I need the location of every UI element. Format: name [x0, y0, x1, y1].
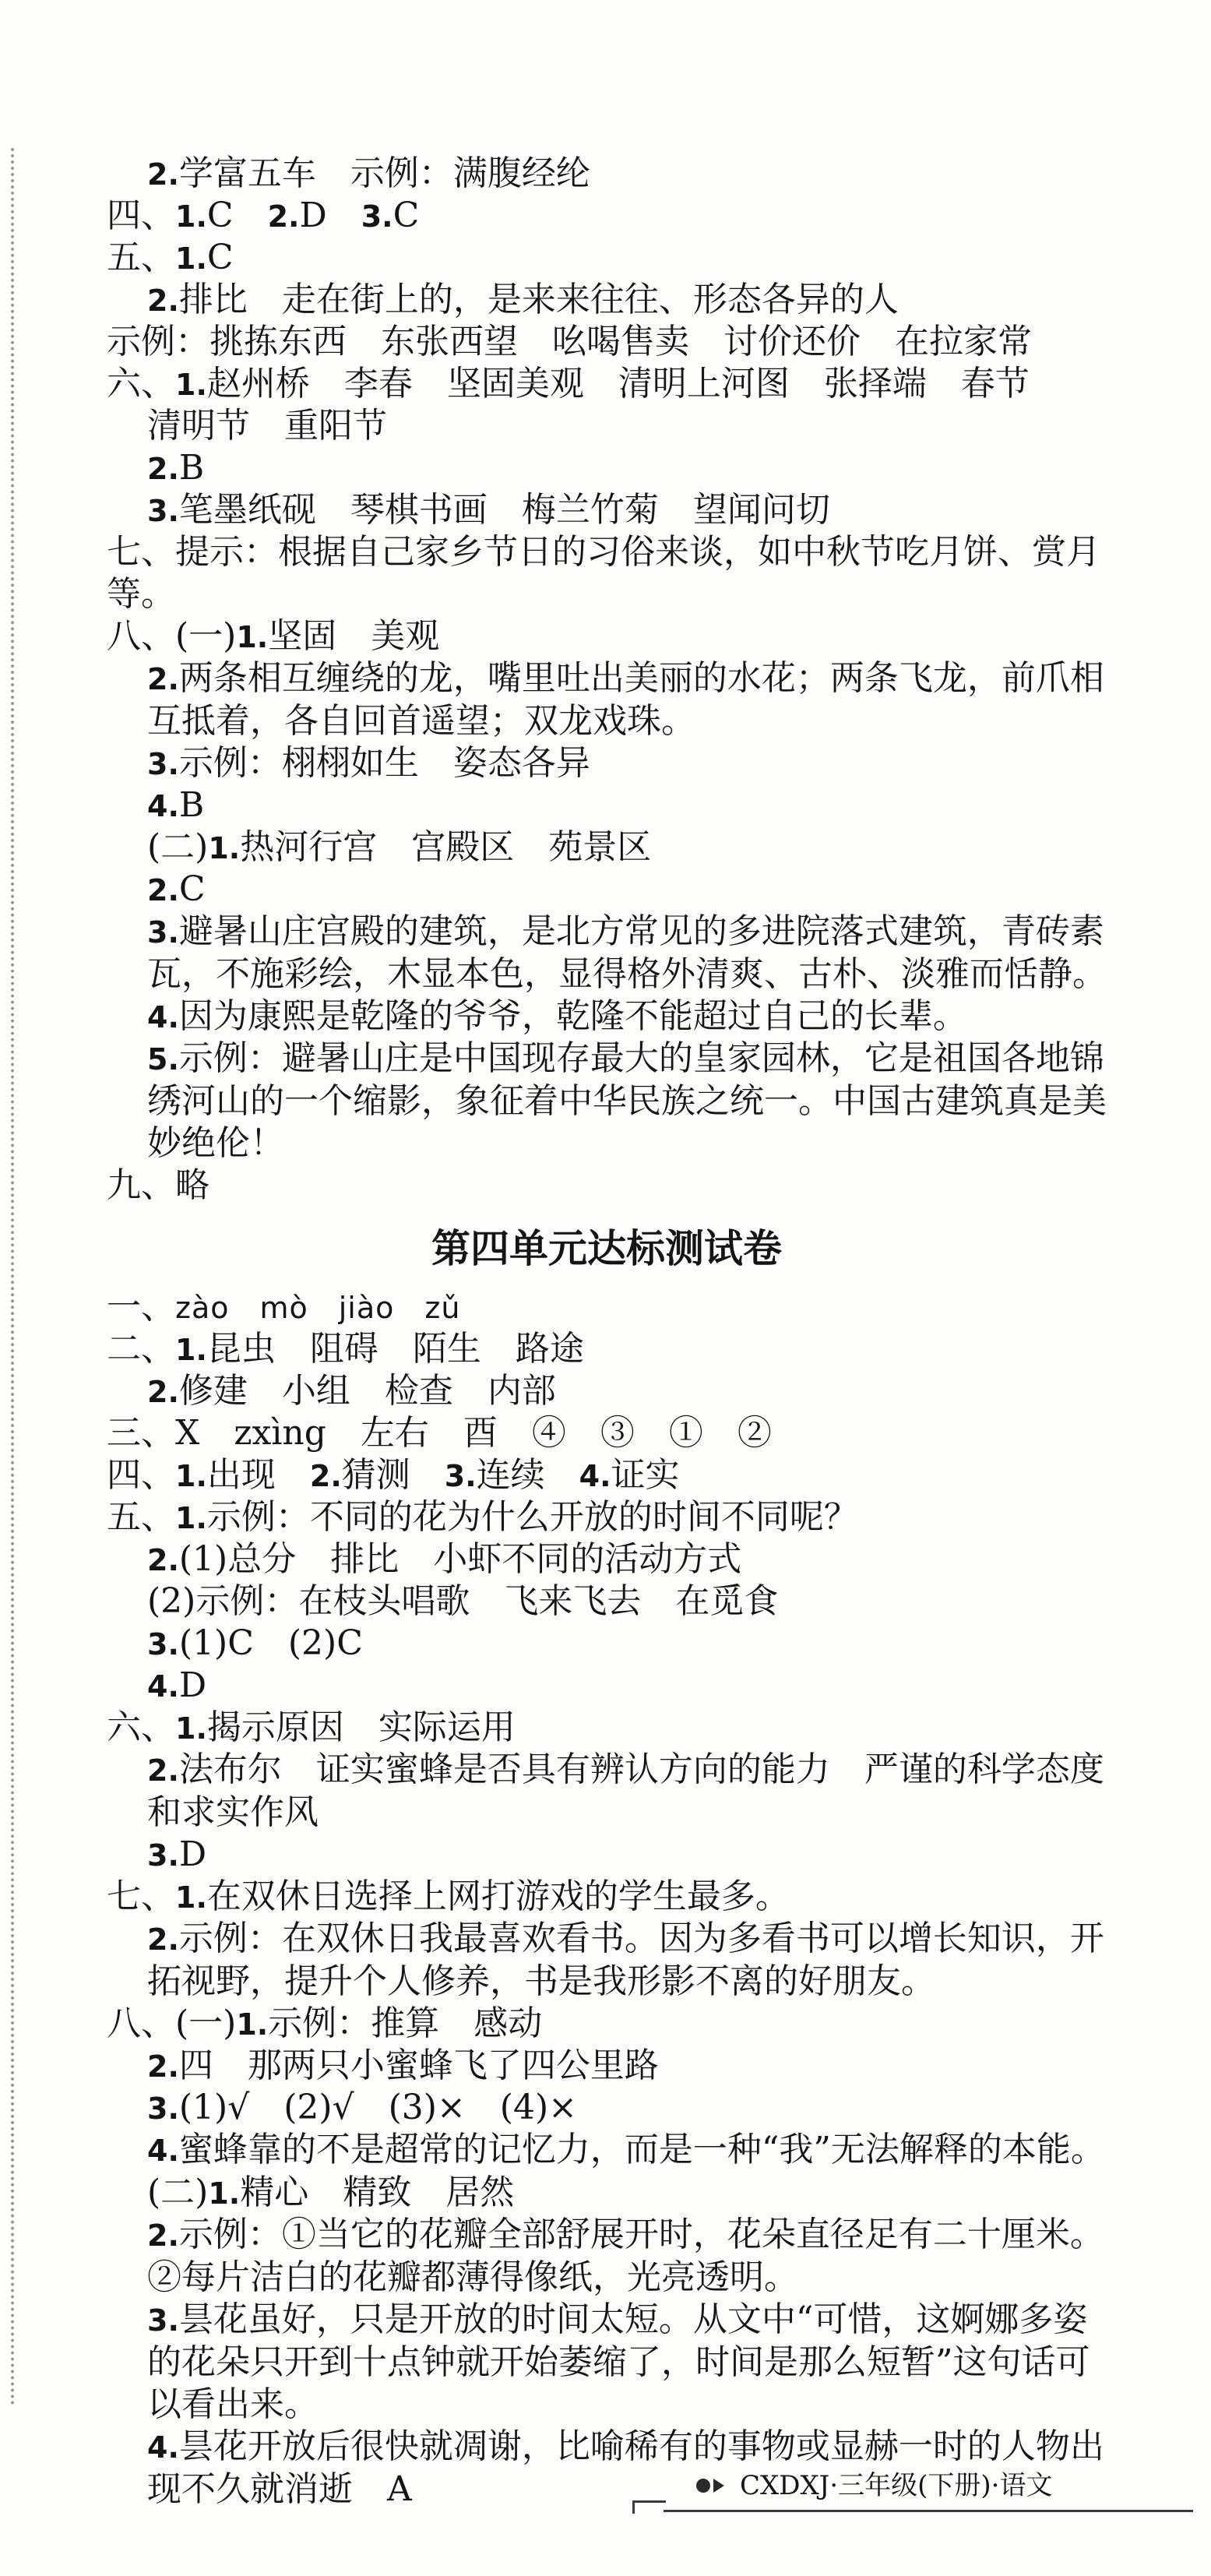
answer-line: (二)1.热河行宫 宫殿区 苑景区	[147, 827, 652, 867]
answer-line: 七、提示：根据自己家乡节日的习俗来谈，如中秋节吃月饼、赏月等。	[107, 532, 1100, 614]
page-footer	[632, 2469, 1193, 2524]
answer-line: 2.(1)总分 排比 小虾不同的活动方式	[147, 1539, 742, 1579]
answer-line: 3.(1)√ (2)√ (3)× (4)×	[147, 2088, 578, 2127]
answer-line: 五、1.示例：不同的花为什么开放的时间不同呢？	[107, 1497, 858, 1537]
answer-line: 3.昙花虽好，只是开放的时间太短。从文中“可惜，这婀娜多姿的花朵只开到十点钟就开始萎缩了，时间是那么短暂”这句话可以看出来。	[147, 2299, 1090, 2424]
answer-line: (二)1.精心 精致 居然	[147, 2173, 515, 2212]
answer-line: 2.C	[147, 869, 206, 909]
section-title: 第四单元达标测试卷	[431, 1226, 782, 1271]
answer-line: 4.蜜蜂靠的不是超常的记忆力，而是一种“我”无法解释的本能。	[147, 2130, 1105, 2169]
bullet-dot-icon	[696, 2479, 710, 2493]
answer-line: 2.示例：①当它的花瓣全部舒展开时，花朵直径足有二十厘米。 ②每片洁白的花瓣都薄得像纸，光亮透明。	[147, 2215, 1121, 2297]
answer-line: 4.B	[147, 785, 205, 825]
answer-line: 2.学富五车 示例：满腹经纶	[147, 153, 590, 193]
answer-line: 七、1.在双休日选择上网打游戏的学生最多。	[107, 1876, 790, 1916]
answer-line: 六、1.赵州桥 李春 坚固美观 清明上河图 张择端 春节	[107, 364, 1030, 403]
answer-key	[104, 153, 1121, 2511]
answer-line: 2.两条相互缠绕的龙，嘴里吐出美丽的水花；两条飞龙，前爪相互抵着，各自回首遥望；双龙戏珠。	[147, 658, 1104, 741]
answer-line: 4.因为康熙是乾隆的爷爷，乾隆不能超过自己的长辈。	[147, 996, 967, 1036]
answer-line: 六、1.揭示原因 实际运用	[107, 1707, 516, 1747]
answer-line: 4.D	[147, 1665, 207, 1705]
answer-line: (2)示例：在枝头唱歌 飞来飞去 在觅食	[147, 1581, 779, 1621]
answer-line: 2.B	[147, 448, 205, 488]
answer-line: 2.排比 走在街上的，是来来往往、形态各异的人	[147, 280, 899, 319]
footer-corner-line	[632, 2500, 666, 2514]
answer-line: 3.笔墨纸砚 琴棋书画 梅兰竹菊 望闻问切	[147, 490, 830, 530]
arrow-right-icon	[713, 2479, 724, 2493]
answer-line: 4.昙花开放后很快就凋谢，比喻稀有的事物或显赫一时的人物出现不久就消逝 A	[147, 2426, 1104, 2509]
answer-line: 八、(一)1.示例：推算 感动	[107, 2003, 543, 2043]
answer-line: 三、X zxìng 左右 酉 ④ ③ ① ②	[107, 1413, 772, 1453]
answer-line: 2.示例：在双休日我最喜欢看书。因为多看书可以增长知识，开拓视野，提升个人修养，书是我形影不离的好朋友。	[147, 1919, 1104, 2001]
answer-line: 2.修建 小组 检查 内部	[147, 1371, 556, 1411]
answer-line: 五、1.C	[107, 238, 234, 277]
answer-line: 2.四 那两只小蜜蜂飞了四公里路	[147, 2046, 659, 2085]
answer-line: 一、zào mò jiào zǔ	[107, 1287, 461, 1327]
book-label: CXDXJ·三年级(下册)·语文	[740, 2470, 1053, 2501]
answer-line: 二、1.昆虫 阻碍 陌生 路途	[107, 1329, 584, 1369]
answer-line: 四、1.C 2.D 3.C	[107, 196, 420, 235]
answer-line: 2.法布尔 证实蜜蜂是否具有辨认方向的能力 严谨的科学态度和求实作风	[147, 1750, 1104, 1832]
answer-line: 3.D	[147, 1834, 207, 1874]
answer-line: 3.避暑山庄宫殿的建筑，是北方常见的多进院落式建筑，青砖素瓦，不施彩绘，木显本色，显得格外清爽、古朴、淡雅而恬静。	[147, 911, 1107, 994]
answer-line: 示例：挑拣东西 东张西望 吆喝售卖 讨价还价 在拉家常	[107, 322, 1032, 361]
answer-line: 八、(一)1.坚固 美观	[107, 616, 440, 656]
footer-rule	[664, 2510, 1193, 2512]
answer-line: 九、略	[107, 1165, 209, 1205]
answer-line: 四、1.出现 2.猜测 3.连续 4.证实	[107, 1455, 680, 1495]
answer-line: 清明节 重阳节	[147, 406, 387, 446]
answer-line: 3.(1)C (2)C	[147, 1623, 363, 1663]
answer-line: 5.示例：避暑山庄是中国现存最大的皇家园林，它是祖国各地锦绣河山的一个缩影，象征着中华民族之统一。中国古建筑真是美妙绝伦！	[147, 1038, 1107, 1163]
answer-line: 3.示例：栩栩如生 姿态各异	[147, 743, 590, 783]
binding-cut-line	[11, 148, 14, 2407]
pinyin-answer: zào mò jiào zǔ	[175, 1291, 461, 1325]
